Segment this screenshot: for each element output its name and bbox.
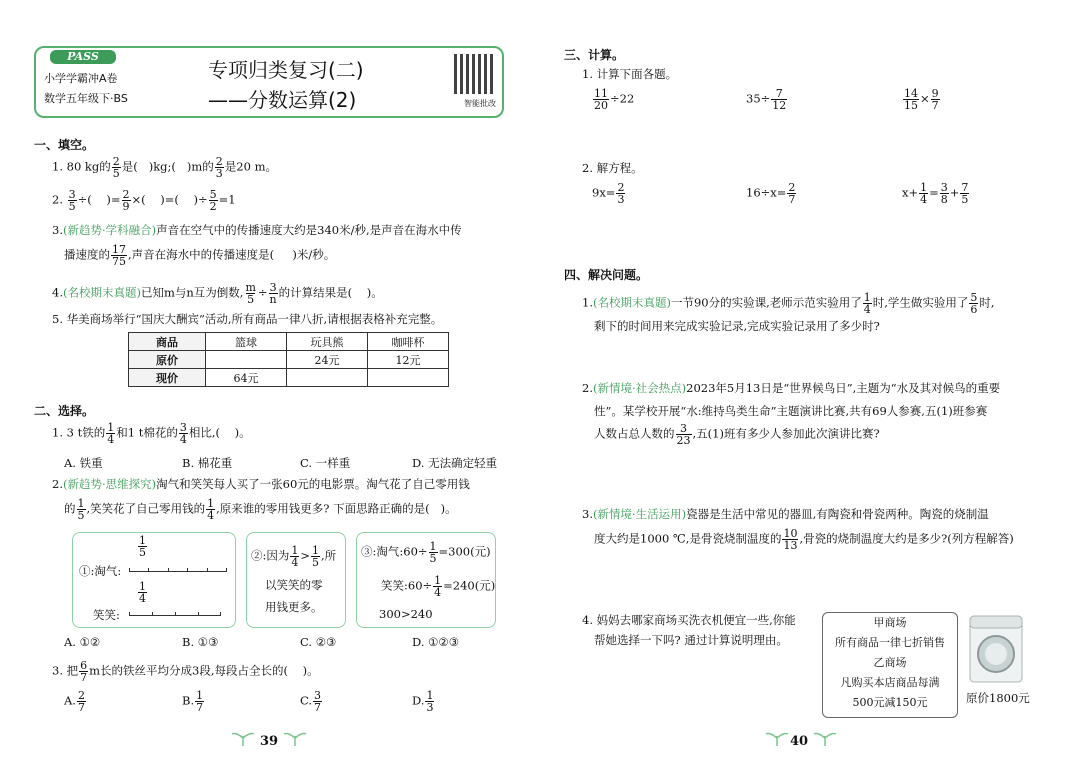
leaf-decoration-icon — [230, 730, 256, 746]
fill-q3-cont: 播速度的 $\frac{17}{75}$ ,声音在海水中的传播速度是( )米/秒。 — [64, 243, 336, 268]
choice-q2-opt-a[interactable]: A. ①② — [64, 635, 101, 649]
leaf-decoration-icon — [812, 730, 838, 746]
choice-q3-opt-d[interactable]: D. $\frac{1}{3}$ — [412, 689, 434, 714]
store-b-offer: 凡购买本店商品每满 — [840, 676, 940, 689]
problem-q4-cont: 帮她选择一下吗? 通过计算说明理由。 — [594, 633, 788, 647]
washing-machine-icon — [968, 614, 1024, 684]
choice-q1: 1. 3 t铁的 $\frac{1}{4}$ 和1 t棉花的 $\frac{3}{4}$ 相比,( )。 — [52, 421, 251, 446]
box2-line-1: ②:因为 $\frac{1}{4}$ > $\frac{1}{5}$ ,所 — [251, 544, 337, 569]
choice-q3: 3. 把 $\frac{6}{7}$ m长的铁丝平均分成3段,每段占全长的( )。 — [52, 659, 319, 684]
store-offers-box — [822, 612, 958, 718]
choice-q2-opt-b[interactable]: B. ①③ — [182, 635, 219, 649]
page-subtitle: ——分数运算(2) — [208, 88, 357, 112]
leaf-decoration-icon — [282, 730, 308, 746]
reasoning-box-2 — [246, 532, 346, 628]
choice-q1-opt-c[interactable]: C. 一样重 — [300, 456, 351, 470]
problem-q2: 2.(新情境·社会热点)2023年5月13日是“世界候鸟日”,主题为“水及其对候鸟的重要 — [582, 381, 1001, 395]
box1-fraction-2: $\frac{1}{4}$ — [139, 580, 146, 605]
section-fill-blank-heading: 一、填空。 — [34, 138, 95, 152]
choice-q1-opt-a[interactable]: A. 铁重 — [64, 456, 103, 470]
page-number-right: 40 — [790, 734, 809, 749]
box3-line-2: 笑笑:60÷ $\frac{1}{4}$ =240(元) — [381, 574, 496, 599]
page-header — [34, 46, 504, 118]
box2-line-3: 用钱更多。 — [265, 600, 323, 614]
choice-q1-opt-b[interactable]: B. 棉花重 — [182, 456, 233, 470]
qr-code-icon[interactable] — [454, 54, 494, 94]
box2-line-2: 以笑笑的零 — [265, 578, 323, 592]
box1-fraction-1: $\frac{1}{5}$ — [139, 534, 146, 559]
box3-line-1: ③:淘气:60÷ $\frac{1}{5}$ =300(元) — [361, 540, 491, 565]
store-a-offer: 所有商品一律七折销售 — [835, 636, 945, 649]
reasoning-box-3 — [356, 532, 496, 628]
section-choice-heading: 二、选择。 — [34, 404, 95, 418]
choice-q2-opt-d[interactable]: D. ①②③ — [412, 635, 460, 649]
page-title: 专项归类复习(二) — [208, 58, 364, 82]
store-b-offer-cont: 500元减150元 — [852, 696, 928, 709]
section-calc-heading: 三、计算。 — [564, 48, 625, 62]
fill-q1: 1. 80 kg的 $\frac{2}{5}$ 是( )kg;( )m的 $\frac{2}{3}$ 是20 m。 — [52, 155, 277, 180]
calc-q1-expr-1: $\frac{11}{20}$ ÷22 — [594, 87, 635, 112]
calc-q1: 1. 计算下面各题。 — [582, 67, 678, 81]
brand-logo: PASS — [50, 50, 116, 64]
choice-q2: 2.(新趋势·思维探究)淘气和笑笑每人买了一张60元的电影票。淘气花了自己零用钱 — [52, 477, 470, 491]
series-name: 小学学霸冲A卷 — [44, 72, 118, 85]
equation-2: 16÷x= $\frac{2}{7}$ — [746, 181, 796, 206]
choice-q1-opt-d[interactable]: D. 无法确定轻重 — [412, 456, 498, 470]
calc-q2: 2. 解方程。 — [582, 161, 643, 175]
problem-q3-cont: 度大约是1000 ℃,是骨瓷烧制温度的 $\frac{10}{13}$ ,骨瓷的烧制温度大约是多少?(列方程解答) — [594, 527, 1014, 552]
choice-q3-opt-b[interactable]: B. $\frac{1}{7}$ — [182, 689, 204, 714]
problem-q4: 4. 妈妈去哪家商场买洗衣机便宜一些,你能 — [582, 613, 796, 627]
store-b-name: 乙商场 — [873, 656, 907, 669]
problem-q2-line-2: 性”。某学校开展“水:维持鸟类生命”主题演讲比赛,共有69人参赛,五(1)班参赛 — [594, 404, 988, 418]
page-number-left: 39 — [260, 734, 279, 749]
calc-q1-expr-3: $\frac{14}{15}$ × $\frac{9}{7}$ — [904, 87, 939, 112]
choice-q3-opt-a[interactable]: A. $\frac{2}{7}$ — [64, 689, 85, 714]
fill-q3: 3.(新趋势·学科融合)声音在空气中的传播速度大约是340米/秒,是声音在海水中传 — [52, 223, 462, 237]
fill-q2: 2. $\frac{3}{5}$ ÷( )= $\frac{2}{9}$ ×( )=( )÷ $\frac{5}{2}$ =1 — [52, 188, 236, 213]
grade-label: 数学五年级下·BS — [44, 92, 128, 105]
calc-q1-expr-2: 35÷ $\frac{7}{12}$ — [746, 87, 787, 112]
fill-q5: 5. 华美商场举行“国庆大酬宾”活动,所有商品一律八折,请根据表格补充完整。 — [52, 312, 443, 326]
box1-label-xiaoxiao: 笑笑: — [93, 608, 120, 622]
section-problem-heading: 四、解决问题。 — [564, 268, 649, 282]
choice-q3-opt-c[interactable]: C. $\frac{3}{7}$ — [300, 689, 322, 714]
equation-3: x+ $\frac{1}{4}$ = $\frac{3}{8}$ + $\frac{7}{5}$ — [902, 181, 969, 206]
problem-q1-cont: 剩下的时间用来完成实验记录,完成实验记录用了多少时? — [594, 319, 880, 333]
price-table: 商品 篮球 玩具熊 咖啡杯 原价 24元 12元 现价 64元 — [128, 332, 449, 387]
problem-q3: 3.(新情境·生活运用)瓷器是生活中常见的器皿,有陶瓷和骨瓷两种。陶瓷的烧制温 — [582, 507, 989, 521]
box1-label-taoqi: ①:淘气: — [79, 564, 122, 578]
problem-q1: 1.(名校期末真题)一节90分的实验课,老师示范实验用了 $\frac{1}{4}$ 时,学生做实验用了 $\frac{5}{6}$ 时, — [582, 291, 995, 316]
problem-q2-line-3: 人数占总人数的 $\frac{3}{23}$ ,五(1)班有多少人参加此次演讲比赛? — [594, 422, 880, 447]
leaf-decoration-icon — [764, 730, 790, 746]
original-price: 原价1800元 — [966, 691, 1030, 705]
store-a-name: 甲商场 — [873, 616, 907, 629]
choice-q2-cont: 的 $\frac{1}{5}$ ,笑笑花了自己零用钱的 $\frac{1}{4}$ ,原来谁的零用钱更多? 下面思路正确的是( )。 — [64, 497, 457, 522]
choice-q2-opt-c[interactable]: C. ②③ — [300, 635, 337, 649]
box3-line-3: 300>240 — [379, 607, 433, 621]
equation-1: 9x= $\frac{2}{3}$ — [592, 181, 625, 206]
reasoning-box-1 — [72, 532, 236, 628]
qr-caption: 智能批改 — [464, 99, 496, 108]
fill-q4: 4.(名校期末真题)已知m与n互为倒数, $\frac{m}{5}$ ÷ $\frac{3}{n}$ 的计算结果是( )。 — [52, 281, 383, 306]
